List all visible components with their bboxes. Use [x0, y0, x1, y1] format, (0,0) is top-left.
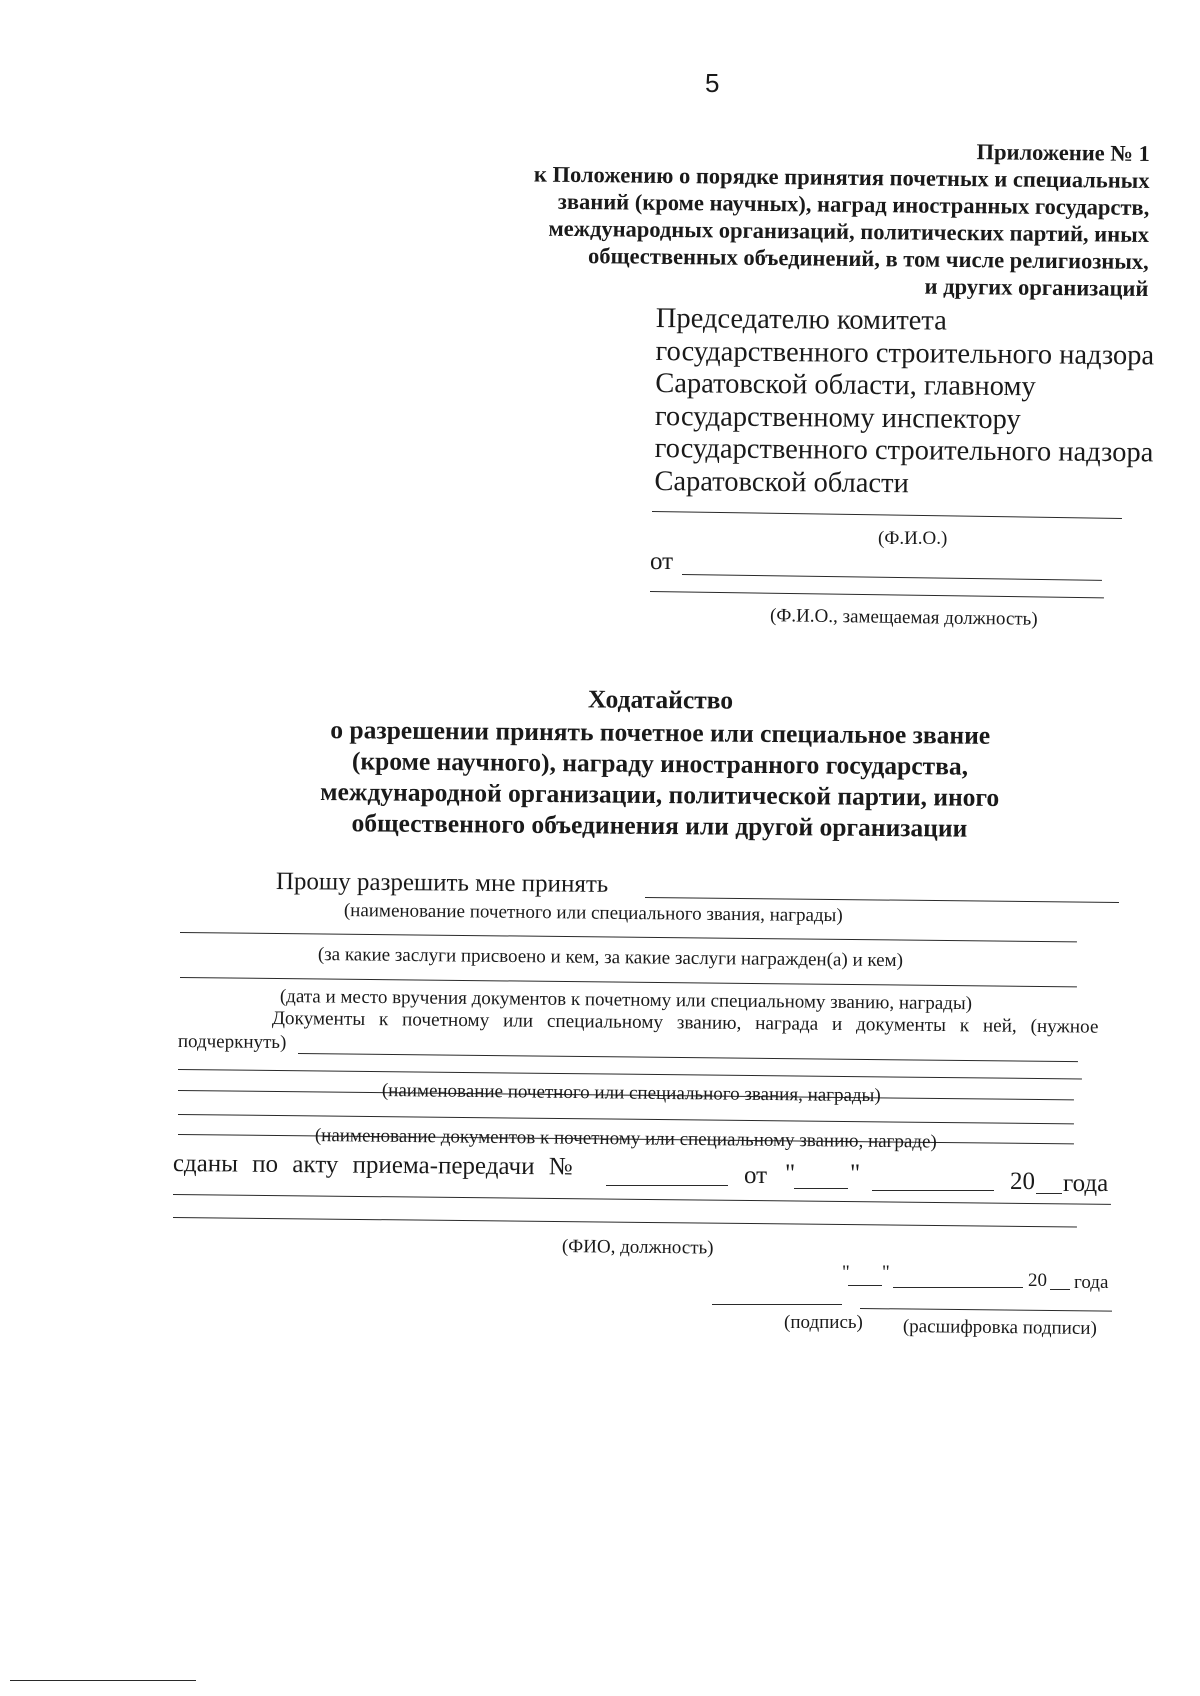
from-fio-line[interactable] [682, 574, 1102, 581]
documents-line: Документы к почетному или специальному званию, награда и документы к ней, (нужное [271, 1008, 1099, 1038]
from-position-line[interactable] [650, 591, 1104, 598]
sig-day-line[interactable] [848, 1285, 882, 1286]
appendix-header [458, 133, 1150, 302]
addressee-line: Саратовской области, главному [655, 367, 1036, 403]
signature-caption: (подпись) [784, 1312, 863, 1333]
merits-caption: (за какие заслуги присвоено и кем, за какие заслуги награжден(а) и кем) [317, 944, 904, 972]
from-label: от [650, 548, 674, 575]
sig-quote-open: " [842, 1262, 850, 1283]
appendix-line: к Положению о порядке принятия почетных и специальных [533, 161, 1150, 193]
sig-year-suffix: года [1074, 1272, 1109, 1293]
appendix-line: международных организаций, политических партий, иных [548, 215, 1150, 247]
receiver-line-2[interactable] [173, 1217, 1077, 1227]
fio-position-caption: (Ф.И.О., замещаемая должность) [769, 605, 1038, 630]
date-place-caption: (дата и место вручения документов к почетному или специальному званию, награды) [279, 986, 973, 1015]
addressee-line: государственному инспектору [654, 400, 1021, 435]
act-text: сданы по акту приема-передачи № [172, 1150, 573, 1181]
page-number: 5 [705, 68, 720, 98]
act-day-line[interactable] [794, 1188, 848, 1189]
addressee-line: Председателю комитета [655, 303, 947, 337]
award-name-line[interactable] [645, 897, 1119, 903]
addressee-line: Саратовской области [654, 465, 909, 499]
signature-line[interactable] [712, 1304, 842, 1305]
appendix-line: Приложение № 1 [976, 139, 1150, 166]
award-name-line-2[interactable] [180, 932, 1077, 942]
addressee-line: государственного строительного надзора [655, 335, 1155, 371]
act-year-suffix: года [1063, 1170, 1109, 1197]
heading-line: международной организации, политической партии, иного [320, 777, 1000, 812]
decoding-line[interactable] [860, 1308, 1112, 1312]
addressee-line: государственного строительного надзора [654, 432, 1154, 469]
appendix-line: общественных объединений, в том числе религиозных, [587, 243, 1149, 274]
footer-rule [10, 1680, 196, 1681]
sig-month-line[interactable] [893, 1287, 1023, 1288]
documents-line-2[interactable] [178, 1069, 1082, 1079]
act-year-line[interactable] [1036, 1193, 1062, 1194]
award-name-caption-2: (наименование почетного или специального звания, награды) [381, 1080, 881, 1107]
petition-heading [229, 680, 1090, 844]
decoding-caption: (расшифровка подписи) [902, 1316, 1097, 1340]
doc-names-caption: (наименование документов к почетному или специальному званию, награде) [314, 1125, 937, 1153]
fio-position-caption-2: (ФИО, должность) [561, 1236, 714, 1259]
appendix-line: званий (кроме научных), наград иностранных государств, [557, 188, 1150, 220]
heading-title: Ходатайство [587, 684, 734, 715]
addressee-block [654, 303, 1154, 502]
request-text: Прошу разрешить мне принять [275, 868, 609, 898]
sig-year-line[interactable] [1050, 1289, 1070, 1290]
heading-line: о разрешении принять почетное или специальное звание [330, 715, 991, 750]
act-year-prefix: 20 [1010, 1168, 1035, 1195]
act-number-line[interactable] [606, 1185, 728, 1186]
appendix-line: и других организаций [924, 273, 1149, 301]
heading-line: общественного объединения или другой организации [351, 808, 968, 843]
heading-line: (кроме научного), награду иностранного государства, [351, 746, 969, 781]
underline-label: подчеркнуть) [177, 1031, 287, 1054]
addressee-fio-line[interactable] [652, 511, 1122, 519]
act-month-line[interactable] [872, 1190, 994, 1191]
fio-caption: (Ф.И.О.) [878, 528, 948, 549]
documents-line-1[interactable] [298, 1053, 1078, 1062]
act-quote-close: " [850, 1160, 861, 1187]
act-quote-open: " [785, 1160, 796, 1187]
receiver-line-1[interactable] [173, 1194, 1111, 1205]
sig-year-prefix: 20 [1028, 1270, 1047, 1291]
act-from-label: от [744, 1162, 768, 1189]
sig-quote-close: " [882, 1262, 890, 1283]
doc-names-line[interactable] [178, 1114, 1074, 1124]
award-name-caption: (наименование почетного или специального звания, награды) [343, 900, 843, 927]
